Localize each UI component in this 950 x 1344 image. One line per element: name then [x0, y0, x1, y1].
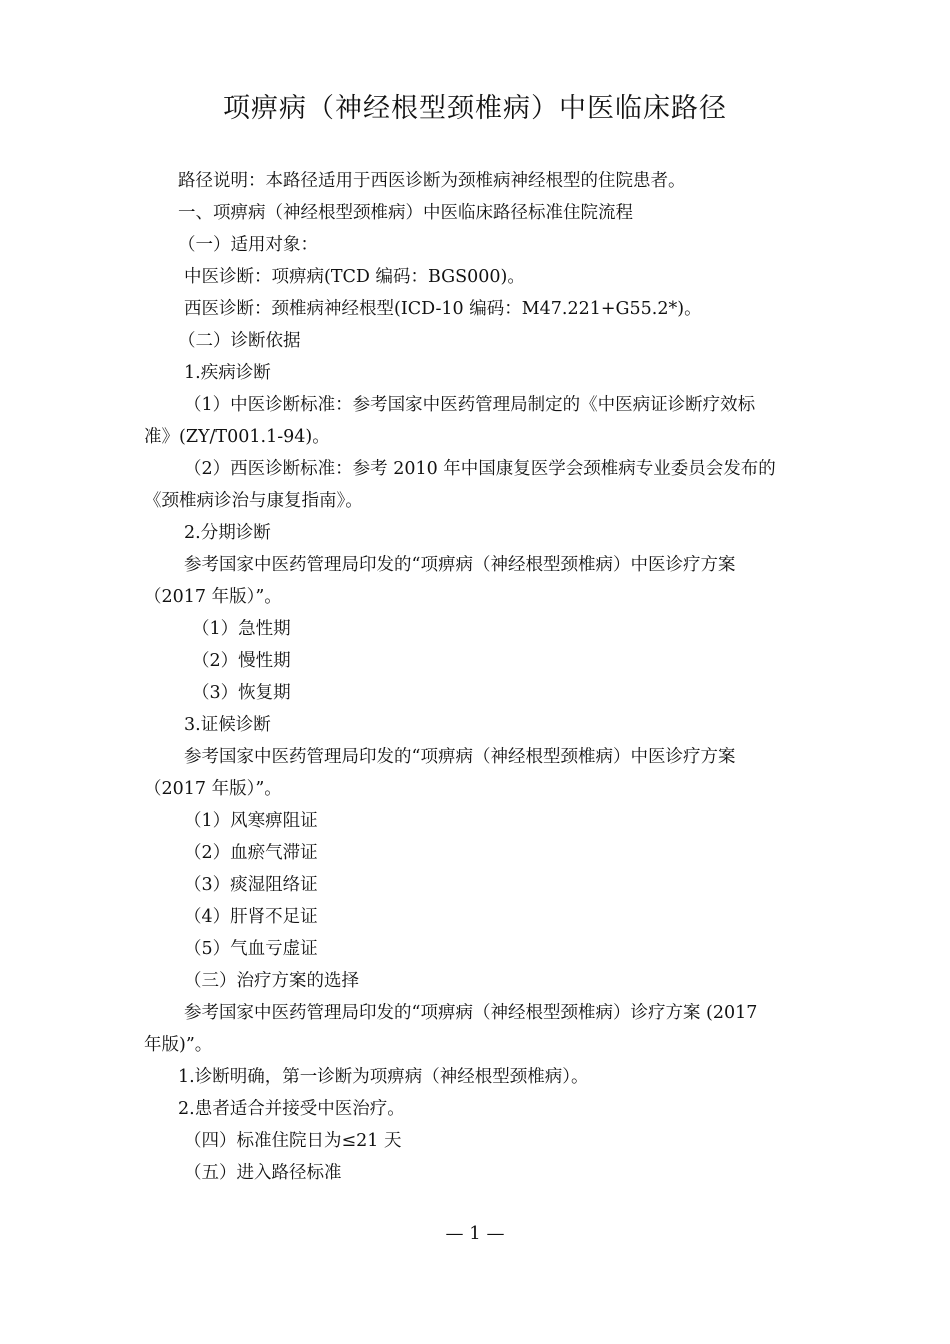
list-item: （2）慢性期 [192, 651, 291, 671]
body-line: 年版)”。 [144, 1035, 213, 1055]
body-line: 1.疾病诊断 [184, 363, 271, 383]
body-line: 准》(ZY/T001.1-94)。 [144, 427, 330, 447]
subsection-heading: （一）适用对象： [178, 235, 318, 255]
section-heading: 一、项痹病（神经根型颈椎病）中医临床路径标准住院流程 [178, 203, 633, 223]
subsection-heading: （三）治疗方案的选择 [184, 971, 359, 991]
page-title: 项痹病（神经根型颈椎病）中医临床路径 [223, 93, 727, 124]
path-note: 路径说明：本路径适用于西医诊断为颈椎病神经根型的住院患者。 [178, 171, 686, 191]
body-line: 参考国家中医药管理局印发的“项痹病（神经根型颈椎病）中医诊疗方案 [184, 747, 736, 767]
body-line: 2.分期诊断 [184, 523, 271, 543]
list-item: （4）肝肾不足证 [184, 907, 318, 927]
body-line: （1）中医诊断标准：参考国家中医药管理局制定的《中医病证诊断疗效标 [184, 395, 756, 415]
body-line: 中医诊断：项痹病(TCD 编码：BGS000)。 [184, 267, 525, 287]
subsection-heading: （五）进入路径标准 [184, 1163, 342, 1183]
subsection-heading: （二）诊断依据 [178, 331, 301, 351]
body-line: 参考国家中医药管理局印发的“项痹病（神经根型颈椎病）中医诊疗方案 [184, 555, 736, 575]
body-line: 2.患者适合并接受中医治疗。 [178, 1099, 405, 1119]
body-line: 参考国家中医药管理局印发的“项痹病（神经根型颈椎病）诊疗方案 (2017 [184, 1003, 758, 1023]
body-line: 西医诊断：颈椎病神经根型(ICD-10 编码：M47.221+G55.2*)。 [184, 299, 702, 319]
body-line: 《颈椎病诊治与康复指南》。 [144, 491, 363, 511]
list-item: （3）痰湿阻络证 [184, 875, 318, 895]
body-line: （2017 年版）”。 [144, 779, 282, 799]
subsection-heading: （四）标准住院日为≤21 天 [184, 1131, 402, 1151]
list-item: （3）恢复期 [192, 683, 291, 703]
list-item: （1）风寒痹阻证 [184, 811, 318, 831]
list-item: （2）血瘀气滞证 [184, 843, 318, 863]
body-line: （2）西医诊断标准：参考 2010 年中国康复医学会颈椎病专业委员会发布的 [184, 459, 776, 479]
body-line: （2017 年版）”。 [144, 587, 282, 607]
list-item: （5）气血亏虚证 [184, 939, 318, 959]
page-number: — 1 — [445, 1223, 505, 1244]
body-line: 3.证候诊断 [184, 715, 271, 735]
list-item: （1）急性期 [192, 619, 291, 639]
body-line: 1.诊断明确，第一诊断为项痹病（神经根型颈椎病）。 [178, 1067, 589, 1087]
